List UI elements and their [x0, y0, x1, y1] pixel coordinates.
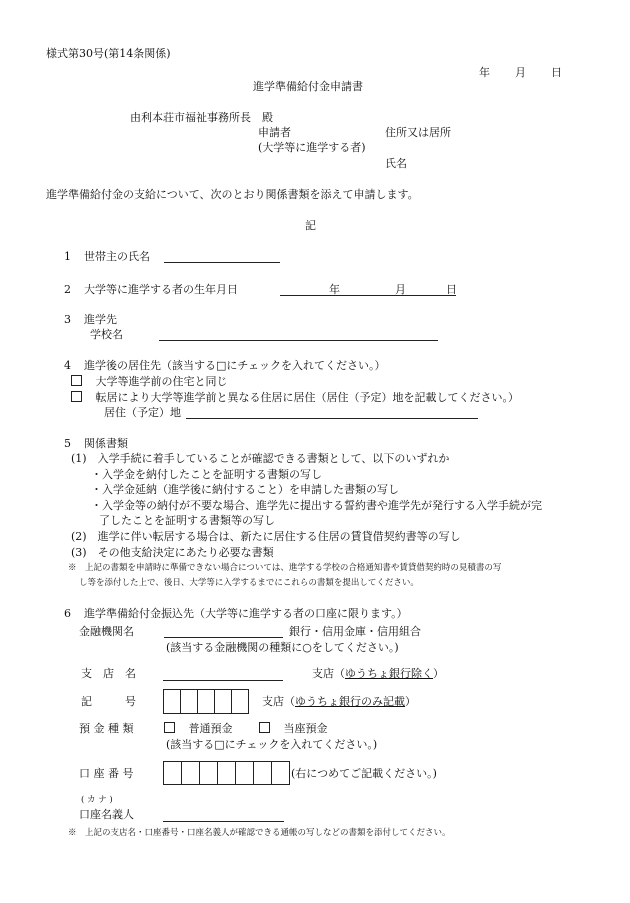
deposit-type-note: (該当する□にチェックを入れてください。): [166, 738, 378, 751]
address-label: 住所又は居所: [385, 126, 451, 139]
intro-text: 進学準備給付金の支給について、次のとおり関係書類を添えて申請します。: [46, 188, 419, 201]
date-year-label: 年: [479, 66, 490, 79]
name-label: 氏名: [385, 157, 407, 170]
symbol-label: 記 号: [81, 695, 136, 708]
option-label: 普通預金: [188, 722, 233, 735]
account-cell[interactable]: [254, 762, 272, 784]
option-label: 大学等進学前の住宅と同じ: [95, 375, 228, 388]
account-number-label: 口 座 番 号: [79, 767, 134, 780]
item4-label: 進学後の居住先（該当する□にチェックを入れてください。）: [84, 359, 386, 372]
doc-section-2: (2) 進学に伴い転居する場合は、新たに居住する住居の賃貸借契約書等の写し: [71, 530, 461, 543]
bank-name-field[interactable]: [164, 637, 283, 638]
item2-number: 2: [64, 283, 71, 296]
bank-name-label: 金融機関名: [79, 625, 134, 638]
symbol-cell[interactable]: [164, 690, 181, 713]
doc-section-1: (1) 入学手続に着手していることが確認できる書類として、以下のいずれか: [71, 452, 450, 465]
symbol-cell[interactable]: [181, 690, 198, 713]
item5-number: 5: [64, 437, 71, 450]
school-name-field[interactable]: [159, 340, 438, 341]
symbol-cell[interactable]: [232, 690, 248, 713]
doc-bullet-1: ・入学金を納付したことを証明する書類の写し: [91, 468, 322, 481]
item1-label: 世帯主の氏名: [84, 250, 150, 263]
item3-number: 3: [64, 313, 71, 326]
account-cell[interactable]: [272, 762, 289, 784]
residence-option-same[interactable]: [71, 375, 228, 389]
residence-option-moved[interactable]: [71, 391, 519, 405]
birth-year-label: 年: [329, 283, 340, 296]
option-label: 転居により大学等進学前と異なる住居に居住（居住（予定）地を記載してください。）: [95, 391, 519, 404]
account-cell[interactable]: [218, 762, 236, 784]
residence-place-field[interactable]: [186, 418, 478, 419]
ki-heading: 記: [305, 219, 316, 232]
birth-day-label: 日: [446, 283, 457, 296]
form-number: 様式第30号(第14条関係): [46, 47, 171, 60]
page-title: 進学準備給付金申請書: [253, 80, 363, 93]
householder-name-field[interactable]: [164, 262, 280, 263]
yucho-exclusion: ゆうちょ銀行除く: [345, 667, 433, 680]
residence-place-label: 居住（予定）地: [104, 406, 181, 419]
applicant-sub-label: (大学等に進学する者): [258, 141, 366, 154]
birth-month-label: 月: [395, 283, 406, 296]
checkbox[interactable]: [259, 722, 270, 733]
account-number-note: (右につめてご記載ください。): [291, 767, 437, 780]
school-name-label: 学校名: [90, 328, 123, 341]
deposit-type-label: 預 金 種 類: [79, 722, 134, 735]
doc-bullet-2: ・入学金延納（進学後に納付すること）を申請した書類の写し: [91, 483, 399, 496]
checkbox[interactable]: [71, 391, 82, 402]
symbol-note: 支店（ゆうちょ銀行のみ記載）: [262, 695, 416, 708]
account-cell[interactable]: [164, 762, 182, 784]
account-number-cells[interactable]: [163, 761, 290, 785]
date-month-label: 月: [515, 66, 526, 79]
applicant-label: 申請者: [258, 126, 291, 139]
birthdate-field[interactable]: [280, 295, 456, 296]
item1-number: 1: [64, 250, 71, 263]
yucho-only: ゆうちょ銀行のみ記載: [295, 695, 405, 708]
checkbox[interactable]: [164, 722, 175, 733]
account-cell[interactable]: [182, 762, 200, 784]
doc-note-2: し等を添付した上で、後日、大学等に入学するまでにこれらの書類を提出してください。: [79, 578, 419, 588]
item4-number: 4: [64, 359, 71, 372]
date-day-label: 日: [551, 66, 562, 79]
bank-types: 銀行・信用金庫・信用組合: [289, 625, 421, 638]
bank-footnote: ※ 上記の支店名・口座番号・口座名義人が確認できる通帳の写しなどの書類を添付してください。: [68, 828, 451, 838]
doc-bullet-3-cont: 了したことを証明する書類等の写し: [99, 514, 275, 527]
branch-name-label: 支 店 名: [81, 667, 136, 680]
deposit-option-ordinary[interactable]: [164, 722, 233, 736]
account-holder-label: 口座名義人: [79, 808, 134, 821]
account-cell[interactable]: [200, 762, 218, 784]
doc-note-1: ※ 上記の書類を申請時に準備できない場合については、進学する学校の合格通知書や賃貸借契約時の見積書の写: [68, 563, 502, 573]
deposit-option-current[interactable]: [259, 722, 328, 736]
checkbox[interactable]: [71, 375, 82, 386]
item2-label: 大学等に進学する者の生年月日: [84, 283, 238, 296]
item6-number: 6: [64, 607, 71, 620]
branch-note: 支店（ゆうちょ銀行除く）: [312, 667, 444, 680]
branch-name-field[interactable]: [163, 680, 283, 681]
item5-label: 関係書類: [84, 437, 128, 450]
symbol-cell[interactable]: [215, 690, 232, 713]
symbol-cell[interactable]: [198, 690, 215, 713]
doc-section-3: (3) その他支給決定にあたり必要な書類: [71, 546, 274, 559]
bank-type-note: (該当する金融機関の種類に○をしてください。): [166, 641, 399, 654]
account-cell[interactable]: [236, 762, 254, 784]
item3-label: 進学先: [84, 313, 117, 326]
doc-bullet-3: ・入学金等の納付が不要な場合、進学先に提出する誓約書や進学先が発行する入学手続が完: [91, 499, 542, 512]
account-holder-field[interactable]: [163, 821, 284, 822]
option-label: 当座預金: [283, 722, 328, 735]
recipient: 由利本荘市福祉事務所長 殿: [130, 111, 273, 124]
kana-label: ( カ ナ ): [81, 795, 113, 805]
item6-label: 進学準備給付金振込先（大学等に進学する者の口座に限ります。）: [84, 607, 408, 620]
symbol-cells[interactable]: [163, 689, 249, 714]
